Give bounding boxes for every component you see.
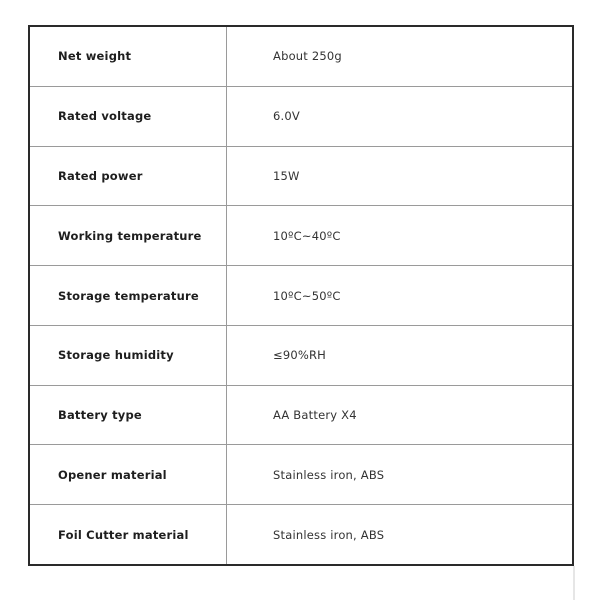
spec-label: Rated voltage bbox=[30, 87, 227, 146]
spec-value: ≤90%RH bbox=[273, 348, 327, 363]
spec-label: Battery type bbox=[30, 386, 227, 445]
spec-label: Working temperature bbox=[30, 206, 227, 265]
spec-value: 10ºC~40ºC bbox=[273, 228, 341, 243]
spec-value: Stainless iron, ABS bbox=[273, 467, 385, 482]
spec-value: About 250g bbox=[273, 49, 342, 64]
spec-row-rated-voltage bbox=[30, 87, 572, 147]
spec-row-opener-material bbox=[30, 445, 572, 505]
spec-label: Foil Cutter material bbox=[30, 505, 227, 564]
spec-value: Stainless iron, ABS bbox=[273, 527, 385, 542]
spec-label: Storage temperature bbox=[30, 266, 227, 325]
spec-row-net-weight bbox=[30, 27, 572, 87]
spec-value: 10ºC~50ºC bbox=[273, 288, 341, 303]
spec-label: Opener material bbox=[30, 445, 227, 504]
spec-value: 15W bbox=[273, 168, 300, 183]
spec-label: Rated power bbox=[30, 147, 227, 206]
spec-row-working-temperature bbox=[30, 206, 572, 266]
spec-label: Storage humidity bbox=[30, 326, 227, 385]
spec-row-battery-type bbox=[30, 386, 572, 446]
spec-row-foil-cutter-material bbox=[30, 505, 572, 564]
specifications-table bbox=[28, 25, 574, 566]
spec-row-rated-power bbox=[30, 147, 572, 207]
spec-value: 6.0V bbox=[273, 109, 300, 124]
spec-row-storage-humidity bbox=[30, 326, 572, 386]
spec-value: AA Battery X4 bbox=[273, 408, 357, 423]
spec-row-storage-temperature bbox=[30, 266, 572, 326]
spec-label: Net weight bbox=[30, 27, 227, 86]
page-edge-divider bbox=[573, 566, 575, 600]
